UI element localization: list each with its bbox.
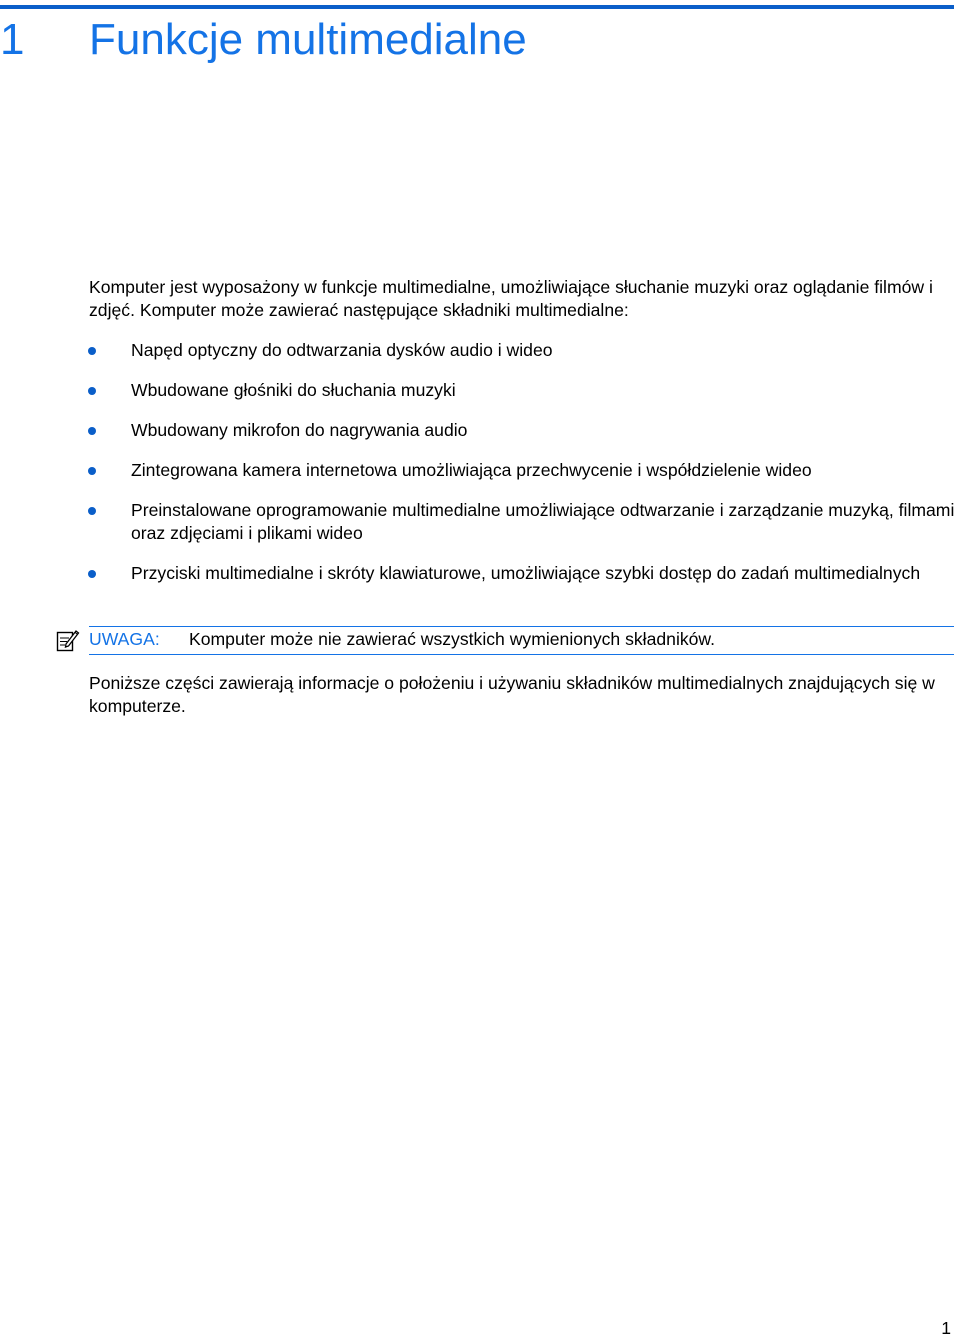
bullet-icon	[88, 507, 96, 515]
note-box	[56, 624, 954, 656]
list-item	[89, 562, 957, 585]
list-item-text: Wbudowane głośniki do słuchania muzyki	[131, 380, 456, 400]
list-item-text: Przyciski multimedialne i skróty klawiaturowe, umożliwiające szybki dostęp do zadań multimedialnych	[131, 563, 921, 583]
bullet-icon	[88, 467, 96, 475]
note-label: UWAGA:	[89, 629, 160, 649]
bullet-icon	[88, 387, 96, 395]
components-list	[89, 339, 957, 602]
chapter-number: 1	[0, 15, 25, 64]
list-item	[89, 499, 957, 545]
chapter-top-rule	[0, 5, 954, 9]
note-top-rule	[89, 626, 954, 627]
list-item	[89, 379, 957, 402]
list-item-text: Preinstalowane oprogramowanie multimedialne umożliwiające odtwarzanie i zarządzanie muzyką, filmami oraz zdjęciami i plikami wideo	[131, 500, 955, 543]
list-item-text: Napęd optyczny do odtwarzania dysków audio i wideo	[131, 340, 553, 360]
bullet-icon	[88, 570, 96, 578]
note-text: Komputer może nie zawierać wszystkich wymienionych składników.	[189, 629, 716, 649]
note-pencil-icon	[56, 628, 80, 652]
list-item	[89, 419, 957, 442]
outro-paragraph: Poniższe części zawierają informacje o położeniu i używaniu składników multimedialnych znajdujących się w komputerze.	[89, 673, 935, 716]
chapter-title: Funkcje multimedialne	[89, 15, 527, 64]
note-bottom-rule	[89, 654, 954, 655]
list-item-text: Wbudowany mikrofon do nagrywania audio	[131, 420, 468, 440]
list-item-text: Zintegrowana kamera internetowa umożliwiająca przechwycenie i współdzielenie wideo	[131, 460, 812, 480]
intro-paragraph: Komputer jest wyposażony w funkcje multimedialne, umożliwiające słuchanie muzyki oraz oglądanie filmów i zdjęć. Komputer może zawierać następujące składniki multimedialne:	[89, 277, 933, 320]
page-number: 1	[941, 1318, 951, 1338]
bullet-icon	[88, 347, 96, 355]
list-item	[89, 339, 957, 362]
bullet-icon	[88, 427, 96, 435]
list-item	[89, 459, 957, 482]
